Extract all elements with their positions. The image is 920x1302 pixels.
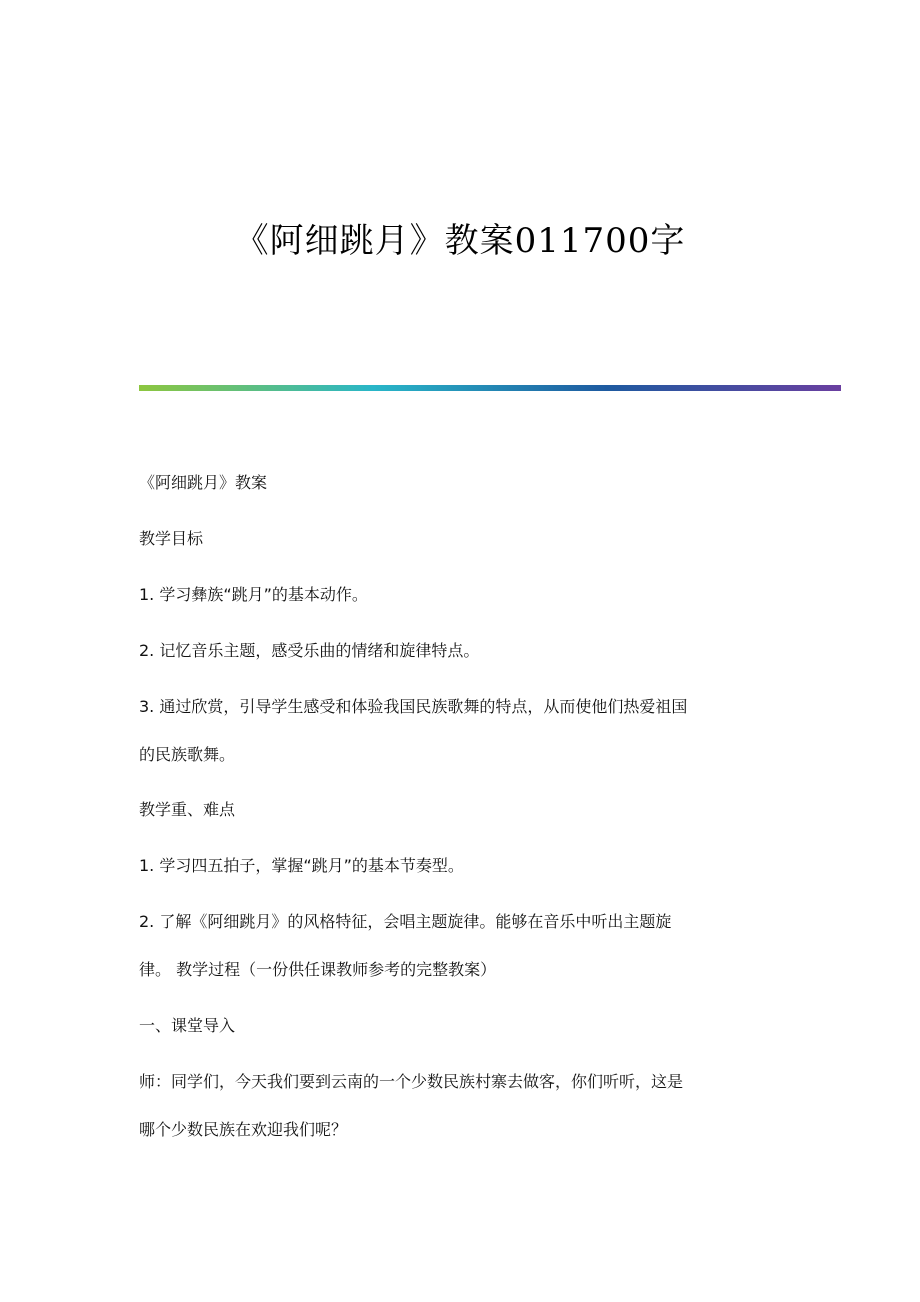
goal-item-3: 3. 通过欣赏，引导学生感受和体验我国民族歌舞的特点，从而使他们热爱祖国 [139,697,688,716]
section-heading-key-points: 教学重、难点 [139,800,236,819]
lesson-title-line: 《阿细跳月》教案 [139,473,268,492]
goal-item-2: 2. 记忆音乐主题，感受乐曲的情绪和旋律特点。 [139,641,480,660]
key-point-2: 2. 了解《阿细跳月》的风格特征，会唱主题旋律。能够在音乐中听出主题旋 [139,912,672,931]
key-point-1: 1. 学习四五拍子，掌握“跳月”的基本节奏型。 [139,856,464,875]
title-divider [139,385,841,391]
key-point-2-continued: 律。 教学过程（一份供任课教师参考的完整教案） [139,960,497,979]
document-title: 《阿细跳月》教案011700字 [234,221,686,261]
goal-item-1: 1. 学习彝族“跳月”的基本动作。 [139,585,368,604]
goal-item-3-continued: 的民族歌舞。 [139,745,236,764]
section-heading-intro: 一、课堂导入 [139,1016,236,1035]
section-heading-goals: 教学目标 [139,529,204,548]
teacher-dialogue: 师：同学们，今天我们要到云南的一个少数民族村寨去做客，你们听听，这是 [139,1072,684,1091]
teacher-dialogue-continued: 哪个少数民族在欢迎我们呢？ [139,1120,348,1139]
